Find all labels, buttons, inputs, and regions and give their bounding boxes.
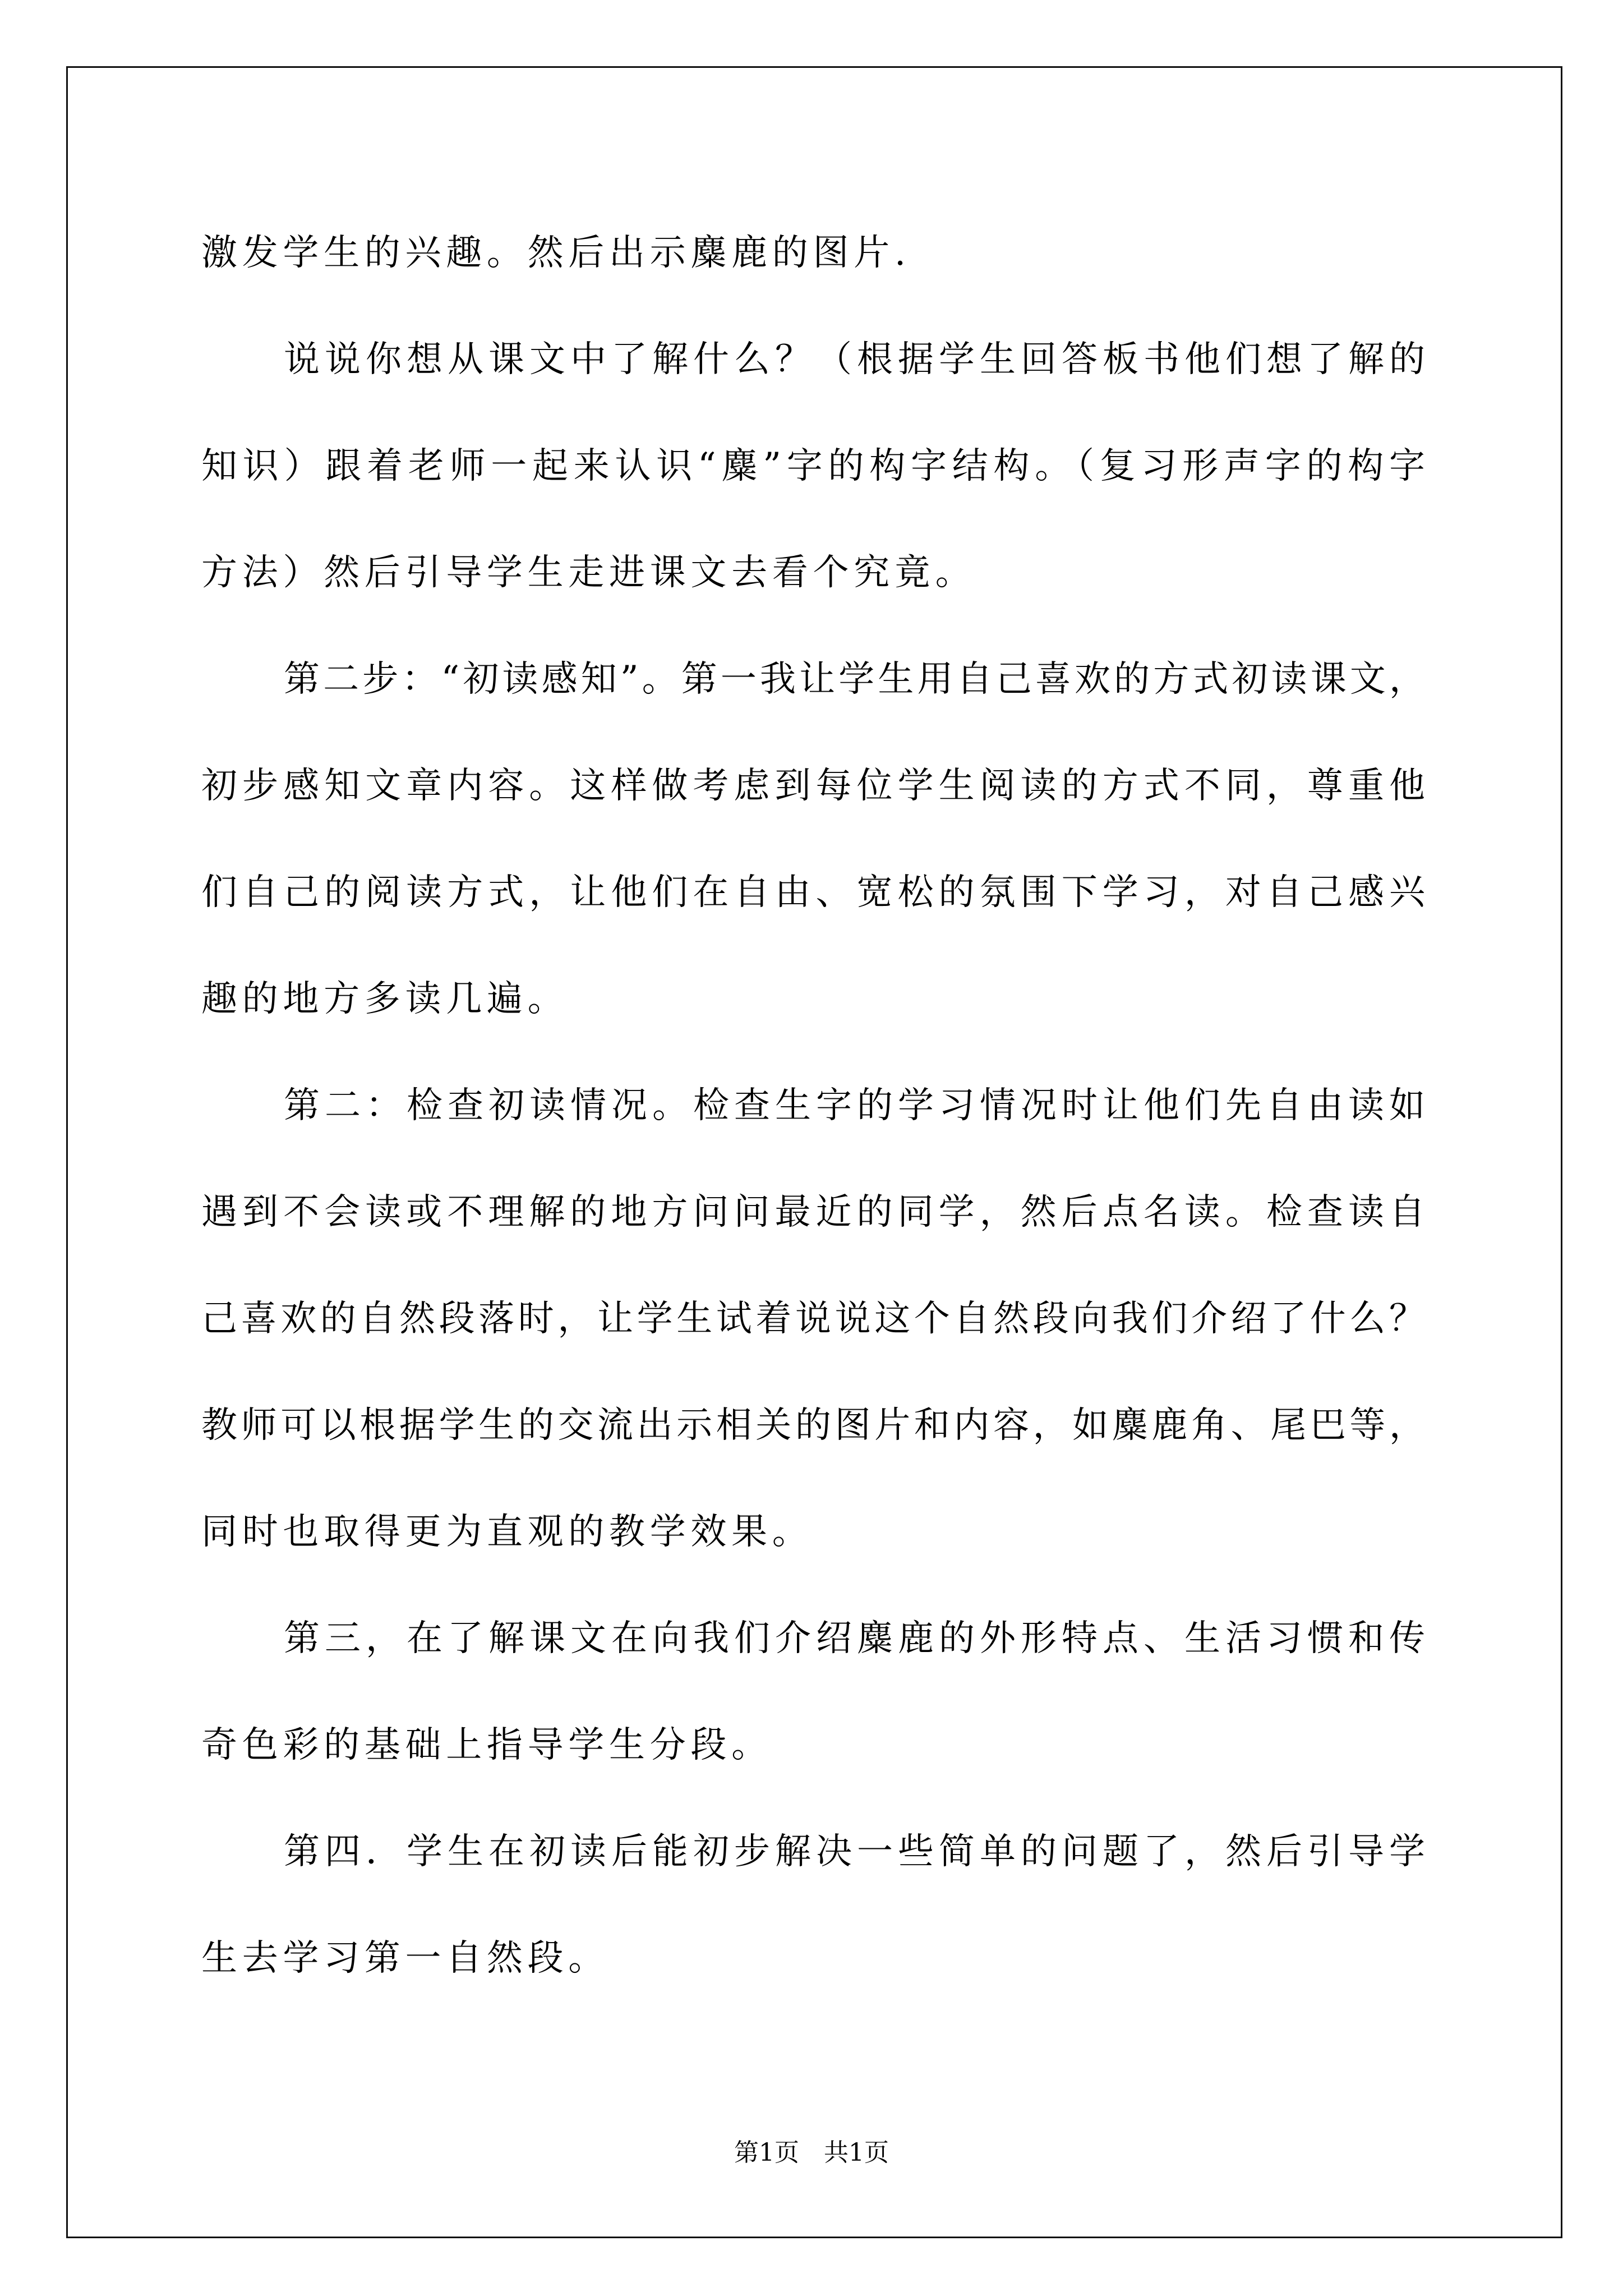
paragraph-line: 说说你想从课文中了解什么？（根据学生回答板书他们想了解的 — [284, 339, 1425, 380]
paragraph-line: 趣的地方多读几遍。 — [201, 978, 569, 1020]
paragraph-line: 第二：检查初读情况。检查生字的学习情况时让他们先自由读如 — [284, 1085, 1425, 1126]
paragraph-line: 方法）然后引导学生走进课文去看个究竟。 — [201, 552, 976, 593]
paragraph — [201, 1585, 1425, 1798]
paragraph-line: 第三，在了解课文在向我们介绍麋鹿的外形特点、生活习惯和传 — [284, 1618, 1425, 1659]
paragraph — [201, 200, 1425, 306]
paragraph-line: 知识）跟着老师一起来认识“麋”字的构字结构。（复习形声字的构字 — [201, 445, 1425, 487]
document-body — [201, 200, 1425, 2012]
paragraph-line: 初步感知文章内容。这样做考虑到每位学生阅读的方式不同，尊重他 — [201, 765, 1425, 807]
paragraph-line: 第二步：“初读感知”。第一我让学生用自己喜欢的方式初读课文， — [284, 659, 1425, 700]
paragraph-line: 们自己的阅读方式，让他们在自由、宽松的氛围下学习，对自己感兴 — [201, 872, 1425, 913]
paragraph-line: 生去学习第一自然段。 — [201, 1938, 609, 1979]
paragraph-line: 激发学生的兴趣。然后出示麋鹿的图片. — [201, 232, 911, 274]
paragraph — [201, 1052, 1425, 1585]
paragraph-line: 奇色彩的基础上指导学生分段。 — [201, 1724, 772, 1766]
paragraph — [201, 1798, 1425, 2012]
paragraph-line: 教师可以根据学生的交流出示相关的图片和内容，如麋鹿角、尾巴等， — [201, 1405, 1425, 1446]
paragraph — [201, 306, 1425, 626]
paragraph-line: 遇到不会读或不理解的地方问问最近的同学，然后点名读。检查读自 — [201, 1191, 1425, 1233]
paragraph — [201, 626, 1425, 1052]
paragraph-line: 第四．学生在初读后能初步解决一些简单的问题了，然后引导学 — [284, 1831, 1425, 1872]
paragraph-line: 己喜欢的自然段落时，让学生试着说说这个自然段向我们介绍了什么？ — [201, 1298, 1425, 1340]
page-number-footer: 第1页 共1页 — [734, 2138, 889, 2167]
paragraph-line: 同时也取得更为直观的教学效果。 — [201, 1511, 813, 1553]
